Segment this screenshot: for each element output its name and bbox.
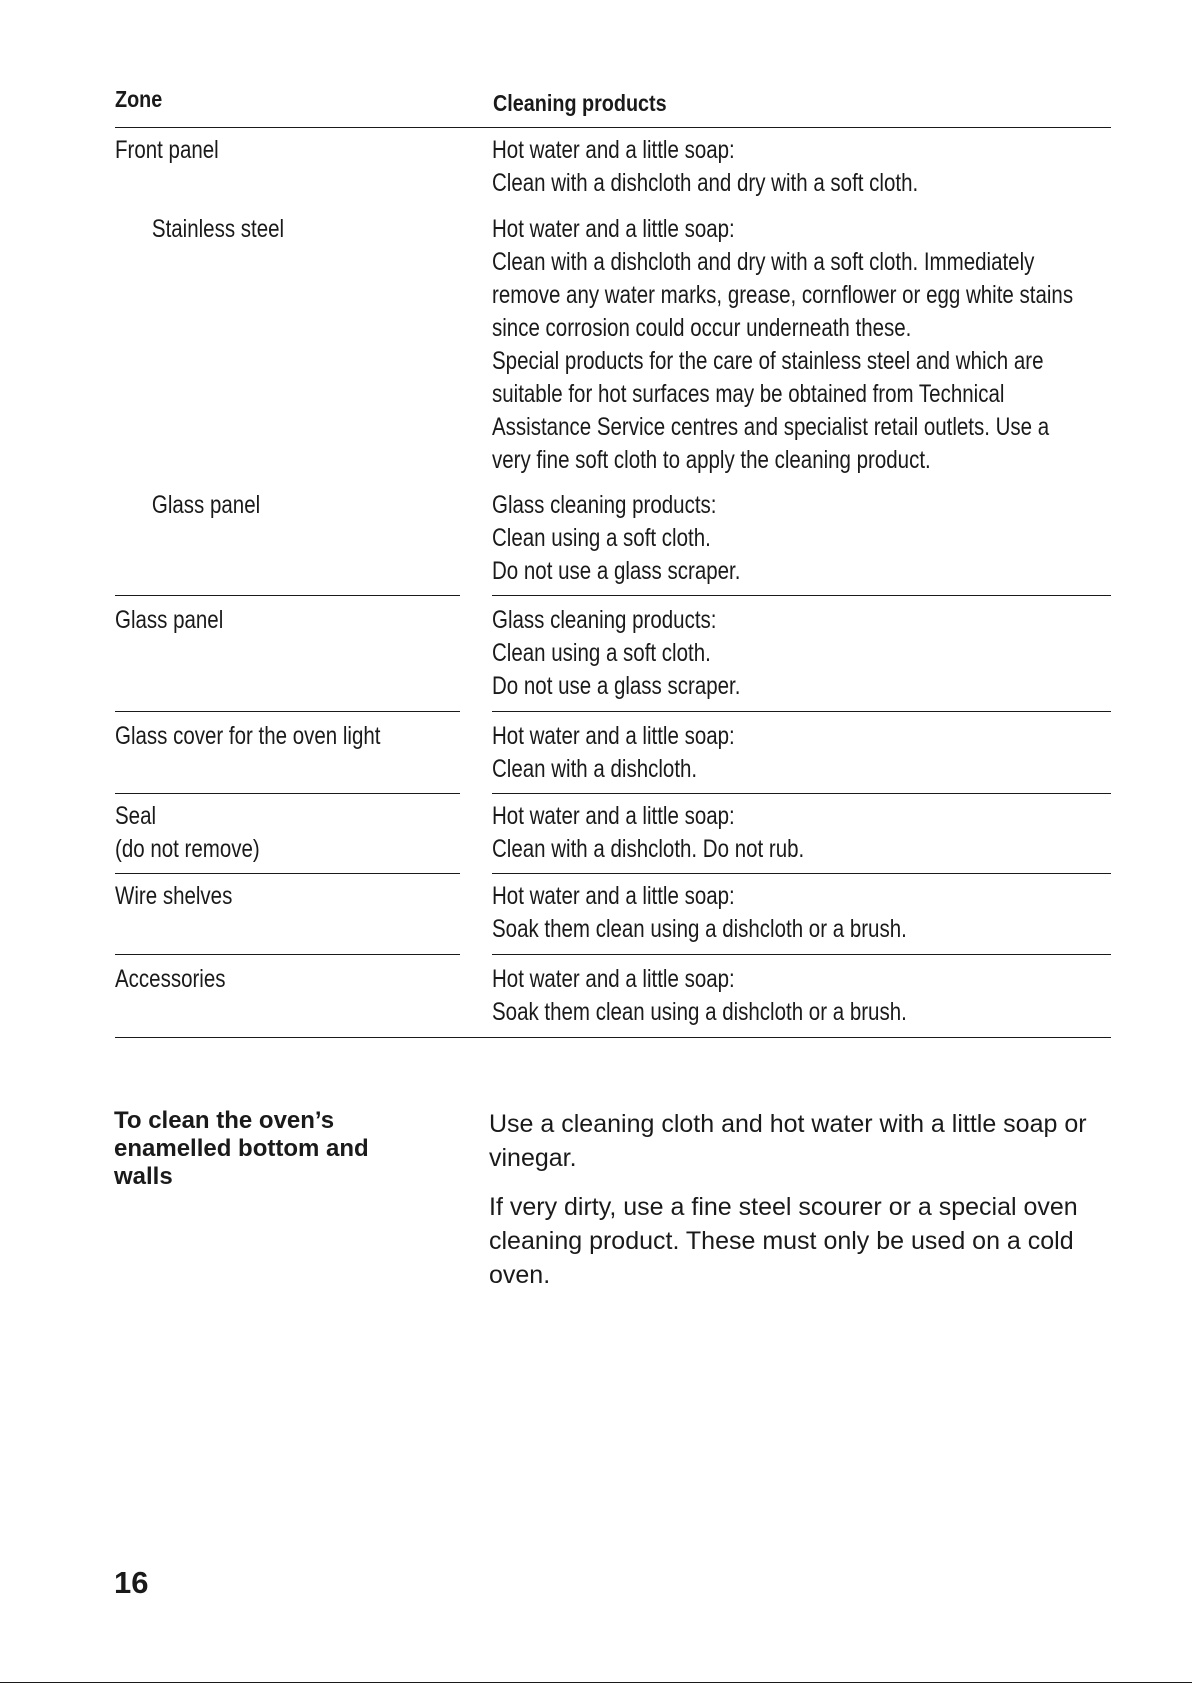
text-line: Hot water and a little soap:: [492, 882, 735, 910]
table-row-seal: [115, 794, 1111, 874]
products-cell: [492, 720, 1111, 794]
products-cell: [492, 489, 1111, 596]
zone-seal-note: (do not remove): [115, 835, 260, 863]
products-cell: [492, 880, 1111, 955]
products-cell: [492, 213, 1111, 477]
header-cleaning-products: Cleaning products: [493, 90, 667, 116]
text-line: Soak them clean using a dishcloth or a brush.: [492, 915, 907, 943]
text-line: Clean with a dishcloth. Do not rub.: [492, 835, 805, 863]
zone-glass-panel: Glass panel: [115, 606, 224, 634]
zone-cell: [115, 134, 460, 200]
oven-cleaning-section: [114, 1107, 1112, 1307]
products-cell: [492, 604, 1111, 712]
text-line: Assistance Service centres and specialist retail outlets. Use a: [492, 413, 1050, 441]
text-line: Do not use a glass scraper.: [492, 672, 741, 700]
text-line: Soak them clean using a dishcloth or a brush.: [492, 998, 907, 1026]
text-line: Clean with a dishcloth and dry with a soft cloth. Immediately: [492, 248, 1035, 276]
text-line: suitable for hot surfaces may be obtained from Technical: [492, 380, 1005, 408]
paragraph: If very dirty, use a fine steel scourer or a special oven cleaning product. These must only be used on a cold oven.: [489, 1193, 1078, 1289]
table-row-wire-shelves: [115, 874, 1111, 955]
text-line: Hot water and a little soap:: [492, 215, 735, 243]
zone-seal: Seal: [115, 802, 157, 830]
text-line: very fine soft cloth to apply the cleaning product.: [492, 446, 931, 474]
zone-cell: [115, 720, 460, 794]
text-line: since corrosion could occur underneath these.: [492, 314, 912, 342]
zone-cell: [115, 489, 460, 596]
text-line: Glass cleaning products:: [492, 491, 717, 519]
page-edge-divider: [0, 1682, 1192, 1683]
table-row-glass-cover: [115, 712, 1111, 794]
zone-wire-shelves: Wire shelves: [115, 882, 233, 910]
accessories-row-content: [115, 963, 1111, 1029]
zone-front-glass-panel: Glass panel: [151, 491, 261, 519]
text-line: remove any water marks, grease, cornflower or egg white stains: [492, 281, 1074, 309]
text-line: Hot water and a little soap:: [492, 136, 735, 164]
products-cell: [492, 800, 1111, 874]
text-line: Hot water and a little soap:: [492, 802, 735, 830]
text-line: Hot water and a little soap:: [492, 965, 735, 993]
table-header: [115, 84, 1111, 128]
zone-cell: [115, 604, 460, 712]
table-row-front-panel: [115, 128, 1111, 200]
text-line: Clean with a dishcloth and dry with a soft cloth.: [492, 169, 919, 197]
page-number: 16: [114, 1565, 149, 1600]
products-cell: [492, 963, 1111, 1029]
table-row-stainless-steel: [115, 200, 1111, 477]
header-zone: Zone: [115, 86, 163, 112]
text-line: Hot water and a little soap:: [492, 722, 735, 750]
products-cell: [492, 134, 1111, 200]
zone-glass-cover: Glass cover for the oven light: [115, 722, 381, 750]
zone-cell: [115, 213, 460, 477]
text-line: Clean with a dishcloth.: [492, 755, 698, 783]
zone-cell: [115, 800, 460, 874]
text-line: Clean using a soft cloth.: [492, 639, 711, 667]
section-body: [489, 1107, 1112, 1307]
zone-cell: [115, 963, 460, 1029]
zone-stainless-steel: Stainless steel: [151, 215, 285, 243]
text-line: Clean using a soft cloth.: [492, 524, 711, 552]
text-line: Glass cleaning products:: [492, 606, 717, 634]
text-line: Do not use a glass scraper.: [492, 557, 741, 585]
section-title: To clean the oven’s enamelled bottom and walls: [114, 1107, 369, 1190]
table-row-front-glass-panel: [115, 477, 1111, 596]
cleaning-table: [115, 84, 1111, 1038]
table-row-accessories: [115, 955, 1111, 1038]
paragraph: Use a cleaning cloth and hot water with a little soap or vinegar.: [489, 1110, 1087, 1172]
zone-front-panel: Front panel: [115, 136, 219, 164]
text-line: Special products for the care of stainless steel and which are: [492, 347, 1044, 375]
zone-cell: [115, 880, 460, 955]
table-row-glass-panel: [115, 596, 1111, 712]
zone-accessories: Accessories: [115, 965, 226, 993]
